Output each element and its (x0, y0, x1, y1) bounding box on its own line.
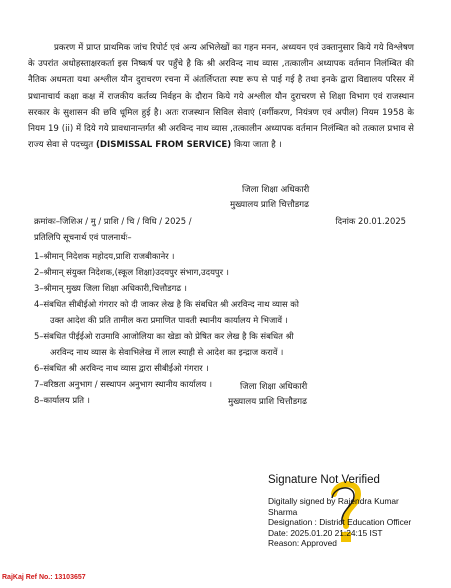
date-value: 20.01.2025 (358, 216, 406, 226)
digital-signature-block (268, 474, 448, 549)
list-item: 7–वरिष्ठता अनुभाग / सस्थापन अनुभाग स्थानीय कार्यालय । (34, 379, 213, 389)
copy-heading: प्रतिलिपि सूचनार्थ एवं पालनार्थः– (34, 232, 132, 242)
list-item: 3–श्रीमान् मुख्य जिला शिक्षा अधिकारी,चित्तौडगढ । (34, 283, 187, 293)
signatory-block-top (230, 183, 309, 213)
list-item: 2–श्रीमान् संयुक्त निदेशक,(स्कूल शिक्षा)उदयपुर संभाग,उदयपुर । (34, 267, 229, 277)
rajkaj-reference: RajKaj Ref No.: 13103657 (2, 574, 86, 581)
signatory-office: मुख्यालय प्राशि चित्तौडगढ (230, 200, 309, 210)
order-paragraph (28, 40, 414, 153)
list-item: 6–संबधित श्री अरविन्द नाथ व्यास द्वारा सीबीईओ गंगरार । (34, 363, 209, 373)
reference-number: क्रमांकः–जिशिअ / मु / प्राशि / चि / विधि / 2025 / (34, 216, 192, 226)
order-paragraph-text: प्रकरण में प्राप्त प्राथमिक जांच रिपोर्ट एवं अन्य अभिलेखों का गहन मनन, अध्ययन एवं उक्तानुसार किये गये विश्लेषण के उपरांत अधोहस्ताक्षरकर्ता इस निष्कर्ष पर पहुँचे है कि श्री अरविन्द नाथ व्यास ,तत्कालीन अध्यापक वर्तमान निलंम्बित की नैतिक अधमता यथा अश्लील यौन दुराचरण रचना में अंतर्लिप्तता स्पष्ट रूप से पाई गई है तथा इनके द्वारा विद्यालय परिसर में प्रधानाचार्य कक्षा कक्ष में राजकीय कर्तव्य निर्वहन के दौरान किये गये अश्लील यौन दुराचरण से शिक्षा विभाग एवं राजस्थान सरकार के सुशासन की छवि धूमिल हुई है। अतः राजस्थान सिविल सेवाएं (वर्गीकरण, नियंत्रण एवं अपील) नियम 1958 के नियम 19 (ii) में दिये गये प्रावधानान्तर्गत श्री अरविन्द नाथ व्यास ,तत्कालीन अध्यापक वर्तमान निलंम्बित को तत्काल प्रभाव से राज्य सेवा से पदच्युत (28, 43, 414, 151)
reference-date (336, 216, 407, 227)
copy-list (34, 248, 410, 408)
list-item: 8–कार्यालय प्रति । (34, 395, 90, 405)
list-item: 5–संबधित पीईईओ राउमावि आजोलिया का खेडा को प्रेषित कर लेख है कि संबधित श्री अरविन्द नाथ व्यास के सेवाभिलेख में लाल स्याही से आदेश का इन्द्राज करावें । (34, 331, 294, 357)
list-item: 1–श्रीमान् निदेशक महोदय,प्राशि राजबीकानेर । (34, 251, 175, 261)
signature-details: Digitally signed by Rajendra Kumar Sharma Designation : District Education Officer Date: 2025.01.20 21:24:15 IST Reason: Approved (268, 496, 412, 549)
signatory-block-bottom (228, 380, 307, 410)
order-paragraph-end: किया जाता है । (233, 140, 282, 151)
signature-status: Signature Not Verified (268, 474, 380, 486)
signatory-office: मुख्यालय प्राशि चित्तौडगढ (228, 397, 307, 407)
date-label: दिनांक (335, 216, 356, 226)
dismissal-phrase: (DISMISSAL FROM SERVICE) (95, 140, 232, 151)
signatory-title: जिला शिक्षा अधिकारी (240, 382, 308, 392)
list-item: 4–संबधित सीबीईओ गंगरार को दी जाकर लेख है कि संबधित श्री अरविन्द नाथ व्यास को उक्त आदेश की प्रति तामील करा प्रमाणित पावती स्थानीय कार्यालय मे भिजावें । (34, 299, 299, 325)
signatory-title: जिला शिक्षा अधिकारी (242, 185, 310, 195)
